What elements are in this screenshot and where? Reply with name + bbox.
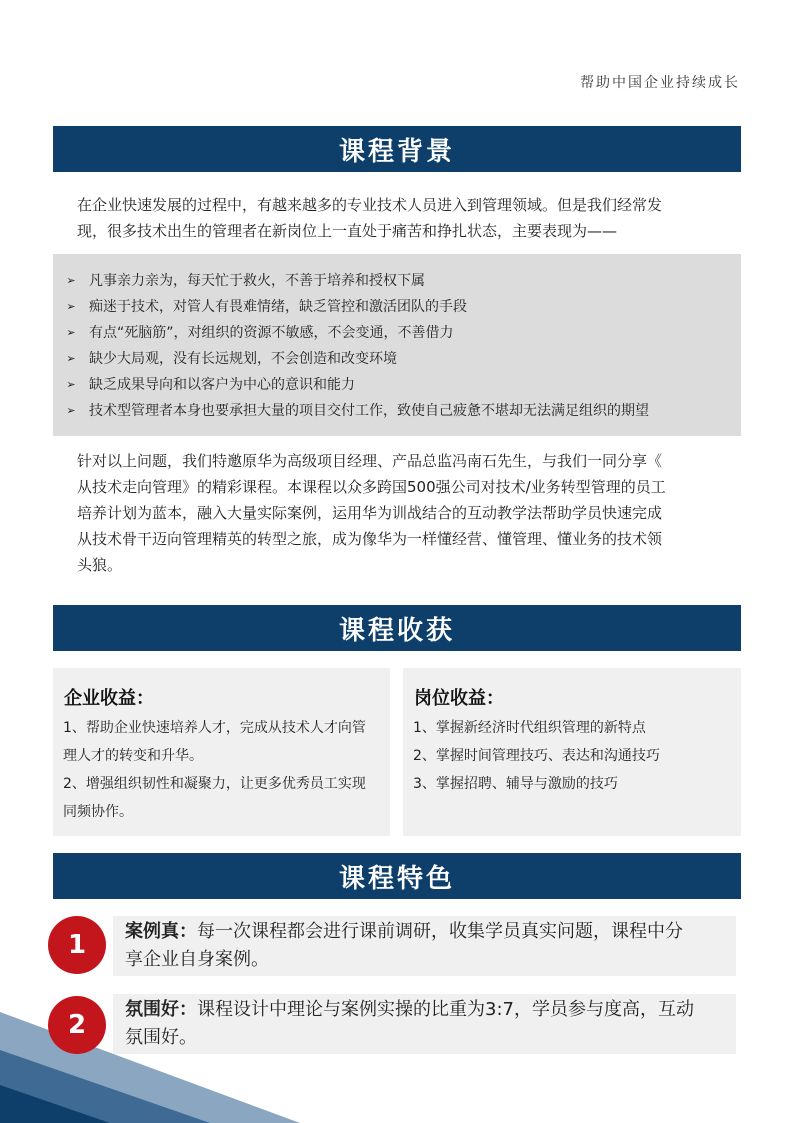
arrow-bullet-icon: ➢ <box>66 299 76 313</box>
arrow-bullet-icon: ➢ <box>66 273 76 287</box>
list-item <box>53 371 355 397</box>
list-item-text: 缺乏成果导向和以客户为中心的意识和能力 <box>89 377 355 393</box>
enterprise-gains-heading: 企业收益： <box>64 688 154 709</box>
position-gains-box <box>403 668 741 836</box>
list-item-text: 痴迷于技术，对管人有畏难情绪，缺乏管控和激活团队的手段 <box>89 299 467 315</box>
feature-label: 氛围好： <box>125 999 197 1020</box>
header-tagline: 帮助中国企业持续成长 <box>580 75 740 91</box>
body-line: 从技术骨干迈向管理精英的转型之旅，成为像华为一样懂经营、懂管理、懂业务的技术领 <box>77 530 663 548</box>
body-line: 从技术走向管理》的精彩课程。本课程以众多跨国500强公司对技术/业务转型管理的员工 <box>77 478 666 496</box>
intro-line: 在企业快速发展的过程中，有越来越多的专业技术人员进入到管理领域。但是我们经常发 <box>77 196 663 214</box>
body-line: 培养计划为蓝本，融入大量实际案例，运用华为训战结合的互动教学法帮助学员快速完成 <box>77 504 663 522</box>
enterprise-gains-box <box>53 668 390 836</box>
feature-text <box>125 918 725 974</box>
list-item-text: 技术型管理者本身也要承担大量的项目交付工作，致使自己疲惫不堪却无法满足组织的期望 <box>89 403 649 419</box>
enterprise-gains-line: 2、增强组织韧性和凝聚力，让更多优秀员工实现 <box>63 776 366 792</box>
feature-item <box>113 916 736 976</box>
intro-paragraph <box>77 192 721 244</box>
enterprise-gains-line: 理人才的转变和升华。 <box>63 748 203 764</box>
feature-item <box>113 994 736 1054</box>
list-item-text: 凡事亲力亲为，每天忙于救火，不善于培养和授权下属 <box>89 273 425 289</box>
list-item <box>53 345 397 371</box>
feature-line: 享企业自身案例。 <box>125 949 269 970</box>
symptom-list <box>53 254 741 436</box>
arrow-bullet-icon: ➢ <box>66 351 76 365</box>
arrow-bullet-icon: ➢ <box>66 403 76 417</box>
position-gains-line: 1、掌握新经济时代组织管理的新特点 <box>413 720 646 736</box>
list-item-text: 有点“死脑筋”，对组织的资源不敏感，不会变通，不善借力 <box>89 325 454 341</box>
body-paragraph <box>77 448 721 578</box>
position-gains-line: 2、掌握时间管理技巧、表达和沟通技巧 <box>413 748 660 764</box>
section-title-background: 课程背景 <box>53 126 741 172</box>
feature-line: 氛围好。 <box>125 1027 197 1048</box>
feature-number-badge: 2 <box>48 996 106 1054</box>
intro-line: 现，很多技术出生的管理者在新岗位上一直处于痛苦和挣扎状态，主要表现为—— <box>77 222 618 240</box>
enterprise-gains-line: 1、帮助企业快速培养人才，完成从技术人才向管 <box>63 720 366 736</box>
arrow-bullet-icon: ➢ <box>66 377 76 391</box>
feature-line: 课程设计中理论与案例实操的比重为3:7，学员参与度高，互动 <box>197 999 694 1020</box>
body-line: 针对以上问题，我们特邀原华为高级项目经理、产品总监冯南石先生，与我们一同分享《 <box>77 452 663 470</box>
section-title-gains: 课程收获 <box>53 605 741 651</box>
feature-number-badge: 1 <box>48 916 106 974</box>
feature-label: 案例真： <box>125 921 197 942</box>
list-item <box>53 397 649 423</box>
enterprise-gains-line: 同频协作。 <box>63 804 133 820</box>
arrow-bullet-icon: ➢ <box>66 325 76 339</box>
list-item-text: 缺少大局观，没有长远规划，不会创造和改变环境 <box>89 351 397 367</box>
list-item <box>53 293 467 319</box>
body-line: 头狼。 <box>77 556 123 574</box>
section-title-features: 课程特色 <box>53 853 741 899</box>
feature-line: 每一次课程都会进行课前调研，收集学员真实问题，课程中分 <box>197 921 683 942</box>
list-item <box>53 267 425 293</box>
position-gains-line: 3、掌握招聘、辅导与激励的技巧 <box>413 776 618 792</box>
list-item <box>53 319 454 345</box>
feature-text <box>125 996 725 1052</box>
position-gains-heading: 岗位收益： <box>414 688 504 709</box>
